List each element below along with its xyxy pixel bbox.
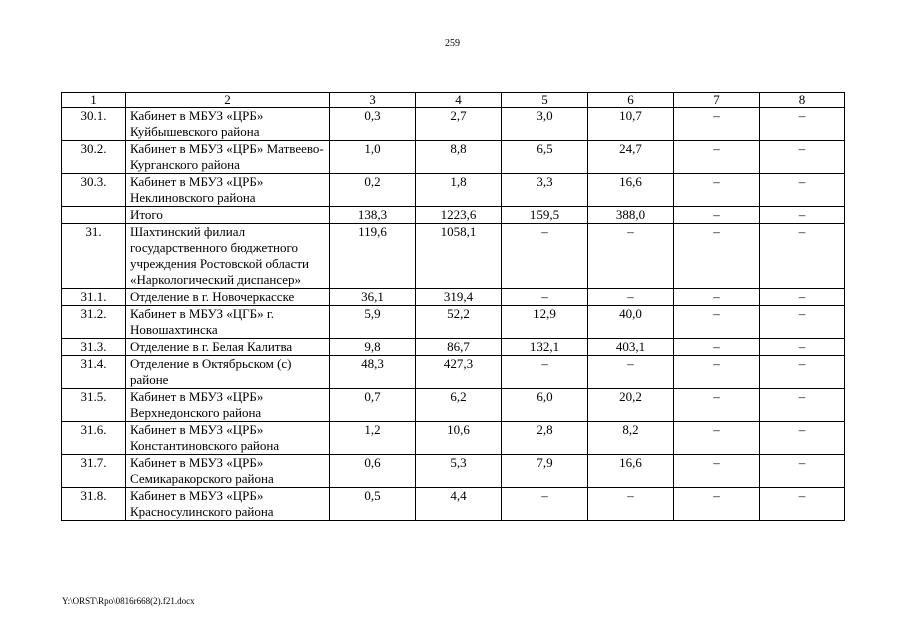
footer-file-path: Y:\ORST\Rpo\0816r668(2).f21.docx [62,596,195,606]
table-row [62,455,845,488]
row-name-cell: Шахтинский филиал государственного бюджетного учреждения Ростовской области «Наркологический диспансер» [126,224,330,289]
table-row [62,207,845,224]
value-cell: – [674,455,760,488]
value-cell: 427,3 [416,356,502,389]
table-row [62,356,845,389]
value-cell: – [674,389,760,422]
value-cell: 1,2 [330,422,416,455]
row-number-cell: 31.1. [62,289,126,306]
value-cell: – [760,488,845,521]
header-cell: 3 [330,93,416,108]
table-row [62,224,845,289]
value-cell: – [674,488,760,521]
value-cell: 24,7 [588,141,674,174]
value-cell: 388,0 [588,207,674,224]
row-number-cell: 31.5. [62,389,126,422]
row-number-cell: 31.3. [62,339,126,356]
row-number-cell: 30.2. [62,141,126,174]
value-cell: 0,3 [330,108,416,141]
value-cell: 1,0 [330,141,416,174]
row-name-cell: Кабинет в МБУЗ «ЦРБ» Куйбышевского района [126,108,330,141]
value-cell: – [760,422,845,455]
page-number: 259 [445,38,460,49]
value-cell: 119,6 [330,224,416,289]
value-cell: 1058,1 [416,224,502,289]
row-number-cell: 31.4. [62,356,126,389]
value-cell: – [760,389,845,422]
value-cell: – [502,488,588,521]
table-row [62,306,845,339]
value-cell: – [502,289,588,306]
table-row [62,174,845,207]
value-cell: 16,6 [588,455,674,488]
value-cell: 8,2 [588,422,674,455]
value-cell: 2,8 [502,422,588,455]
value-cell: – [674,141,760,174]
row-name-cell: Отделение в г. Новочеркасске [126,289,330,306]
value-cell: – [674,306,760,339]
header-cell: 2 [126,93,330,108]
value-cell: 2,7 [416,108,502,141]
value-cell: 0,7 [330,389,416,422]
row-name-cell: Кабинет в МБУЗ «ЦРБ» Красносулинского района [126,488,330,521]
value-cell: 52,2 [416,306,502,339]
value-cell: 6,0 [502,389,588,422]
value-cell: – [674,289,760,306]
value-cell: – [502,224,588,289]
row-number-cell: 31.2. [62,306,126,339]
row-name-cell: Кабинет в МБУЗ «ЦРБ» Верхнедонского района [126,389,330,422]
value-cell: 159,5 [502,207,588,224]
value-cell: 48,3 [330,356,416,389]
value-cell: – [502,356,588,389]
value-cell: – [588,356,674,389]
header-cell: 5 [502,93,588,108]
value-cell: – [674,356,760,389]
value-cell: 5,3 [416,455,502,488]
value-cell: – [674,207,760,224]
value-cell: – [760,108,845,141]
value-cell: 9,8 [330,339,416,356]
value-cell: 4,4 [416,488,502,521]
value-cell: – [674,108,760,141]
value-cell: 6,2 [416,389,502,422]
value-cell: 5,9 [330,306,416,339]
table-body [62,93,845,521]
header-cell: 4 [416,93,502,108]
row-name-cell: Отделение в г. Белая Калитва [126,339,330,356]
table-row [62,389,845,422]
header-cell: 6 [588,93,674,108]
row-number-cell: 30.3. [62,174,126,207]
value-cell: 3,0 [502,108,588,141]
data-table [61,92,845,521]
header-cell: 8 [760,93,845,108]
value-cell: 10,7 [588,108,674,141]
value-cell: 40,0 [588,306,674,339]
table-row [62,488,845,521]
row-name-cell: Кабинет в МБУЗ «ЦРБ» Семикаракорского района [126,455,330,488]
value-cell: 10,6 [416,422,502,455]
row-name-cell: Кабинет в МБУЗ «ЦРБ» Константиновского района [126,422,330,455]
value-cell: 6,5 [502,141,588,174]
value-cell: – [760,356,845,389]
header-cell: 7 [674,93,760,108]
value-cell: 1,8 [416,174,502,207]
value-cell: – [674,174,760,207]
row-number-cell [62,207,126,224]
table-row [62,339,845,356]
value-cell: 7,9 [502,455,588,488]
row-name-cell: Кабинет в МБУЗ «ЦРБ» Матвеево-Курганского района [126,141,330,174]
value-cell: – [588,224,674,289]
value-cell: – [760,306,845,339]
value-cell: – [760,455,845,488]
value-cell: 1223,6 [416,207,502,224]
value-cell: – [760,174,845,207]
value-cell: 20,2 [588,389,674,422]
value-cell: – [588,488,674,521]
table-row [62,422,845,455]
table-row [62,289,845,306]
value-cell: 36,1 [330,289,416,306]
value-cell: 0,2 [330,174,416,207]
row-number-cell: 31.7. [62,455,126,488]
table-row [62,108,845,141]
header-cell: 1 [62,93,126,108]
value-cell: – [588,289,674,306]
value-cell: 132,1 [502,339,588,356]
value-cell: 403,1 [588,339,674,356]
row-name-cell: Отделение в Октябрьском (с) районе [126,356,330,389]
value-cell: 319,4 [416,289,502,306]
value-cell: 0,5 [330,488,416,521]
value-cell: 0,6 [330,455,416,488]
value-cell: 86,7 [416,339,502,356]
value-cell: 8,8 [416,141,502,174]
value-cell: – [674,224,760,289]
row-number-cell: 31.6. [62,422,126,455]
row-number-cell: 30.1. [62,108,126,141]
value-cell: – [674,422,760,455]
value-cell: 12,9 [502,306,588,339]
row-name-cell: Кабинет в МБУЗ «ЦРБ» Неклиновского района [126,174,330,207]
row-number-cell: 31.8. [62,488,126,521]
value-cell: – [760,141,845,174]
row-name-cell: Кабинет в МБУЗ «ЦГБ» г. Новошахтинска [126,306,330,339]
header-row [62,93,845,108]
value-cell: – [760,207,845,224]
value-cell: – [760,339,845,356]
value-cell: 16,6 [588,174,674,207]
value-cell: – [674,339,760,356]
value-cell: – [760,224,845,289]
value-cell: 138,3 [330,207,416,224]
value-cell: – [760,289,845,306]
value-cell: 3,3 [502,174,588,207]
row-name-cell: Итого [126,207,330,224]
row-number-cell: 31. [62,224,126,289]
table-row [62,141,845,174]
